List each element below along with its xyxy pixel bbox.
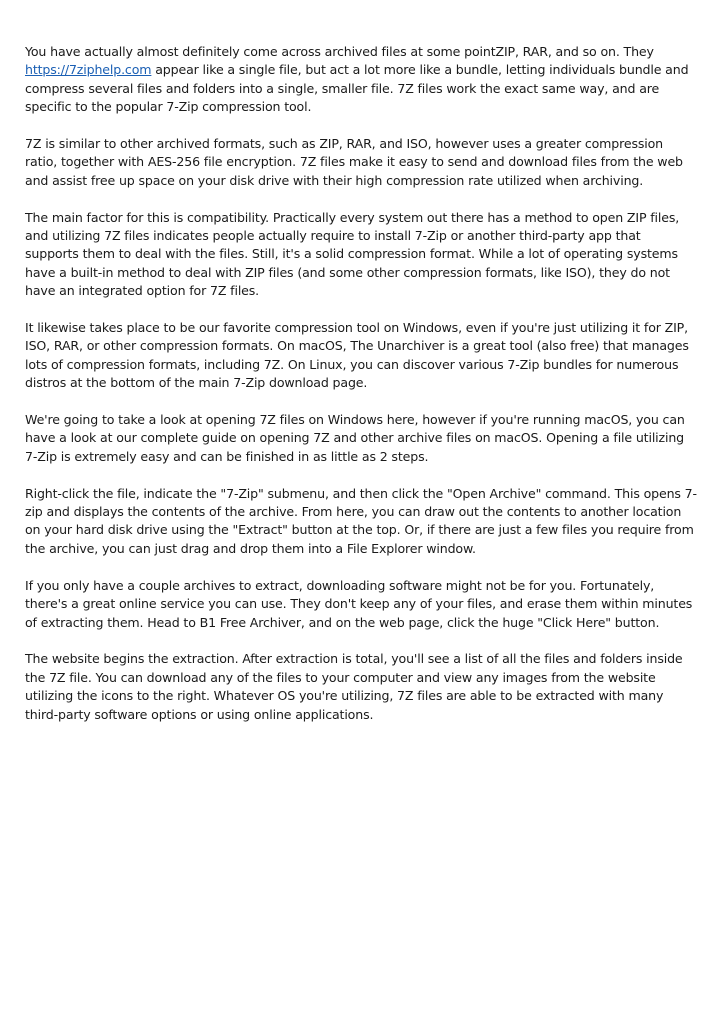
paragraph-3: The main factor for this is compatibility. Practically every system out there has a method to open ZIP files, and utilizing 7Z files indicates people actually require to install 7-Zip or another third-party app that supports them to deal with the files. Still, it's a solid compression format. While a lot of operating systems have a built-in method to deal with ZIP files (and some other compression formats, like ISO), they do not have an integrated option for 7Z files. <box>25 209 680 299</box>
paragraph-8: The website begins the extraction. After extraction is total, you'll see a list of all the files and folders inside the 7Z file. You can download any of the files to your computer and view any images from the website utilizing the icons to the right. Whatever OS you're utilizing, 7Z files are able to be extracted with many third-party software options or using online applications. <box>25 651 683 722</box>
paragraph-4: It likewise takes place to be our favorite compression tool on Windows, even if you're just utilizing it for ZIP, ISO, RAR, or other compression formats. On macOS, The Unarchiver is a great tool (also free) that manages lots of compression formats, including 7Z. On Linux, you can discover various 7-Zip bundles for numerous distros at the bottom of the main 7-Zip download page. <box>25 320 689 391</box>
paragraph-2: 7Z is similar to other archived formats, such as ZIP, RAR, and ISO, however uses a greater compression ratio, together with AES-256 file encryption. 7Z files make it easy to send and download files from the web and assist free up space on your disk drive with their high compression rate utilized when archiving. <box>25 136 683 188</box>
paragraph-6: Right-click the file, indicate the "7-Zip" submenu, and then click the "Open Archive" command. This opens 7-zip and displays the contents of the archive. From here, you can draw out the contents to another location on your hard disk drive using the "Extract" button at the top. Or, if there are just a few files you require from the archive, you can just drag and drop them into a File Explorer window. <box>25 485 697 556</box>
paragraph-5: We're going to take a look at opening 7Z files on Windows here, however if you're running macOS, you can have a look at our complete guide on opening 7Z and other archive files on macOS. Opening a file utilizing 7-Zip is extremely easy and can be finished in as little as 2 steps. <box>25 412 685 464</box>
paragraph-1 <box>25 43 697 117</box>
document-body <box>25 43 697 742</box>
7ziphelp-link[interactable]: https://7ziphelp.com <box>25 62 152 78</box>
paragraph-1-text-before: You have actually almost definitely come across archived files at some pointZIP, RAR, and so on. They <box>25 44 654 59</box>
paragraph-7: If you only have a couple archives to extract, downloading software might not be for you. Fortunately, there's a great online service you can use. They don't keep any of your files, and erase them within minutes of extracting them. Head to B1 Free Archiver, and on the web page, click the huge "Click Here" button. <box>25 577 693 630</box>
paragraph-1-text-after: appear like a single file, but act a lot more like a bundle, letting individuals bundle and compress several files and folders into a single, smaller file. 7Z files work the exact same way, and are specific to the popular 7-Zip compression tool. <box>25 62 689 115</box>
